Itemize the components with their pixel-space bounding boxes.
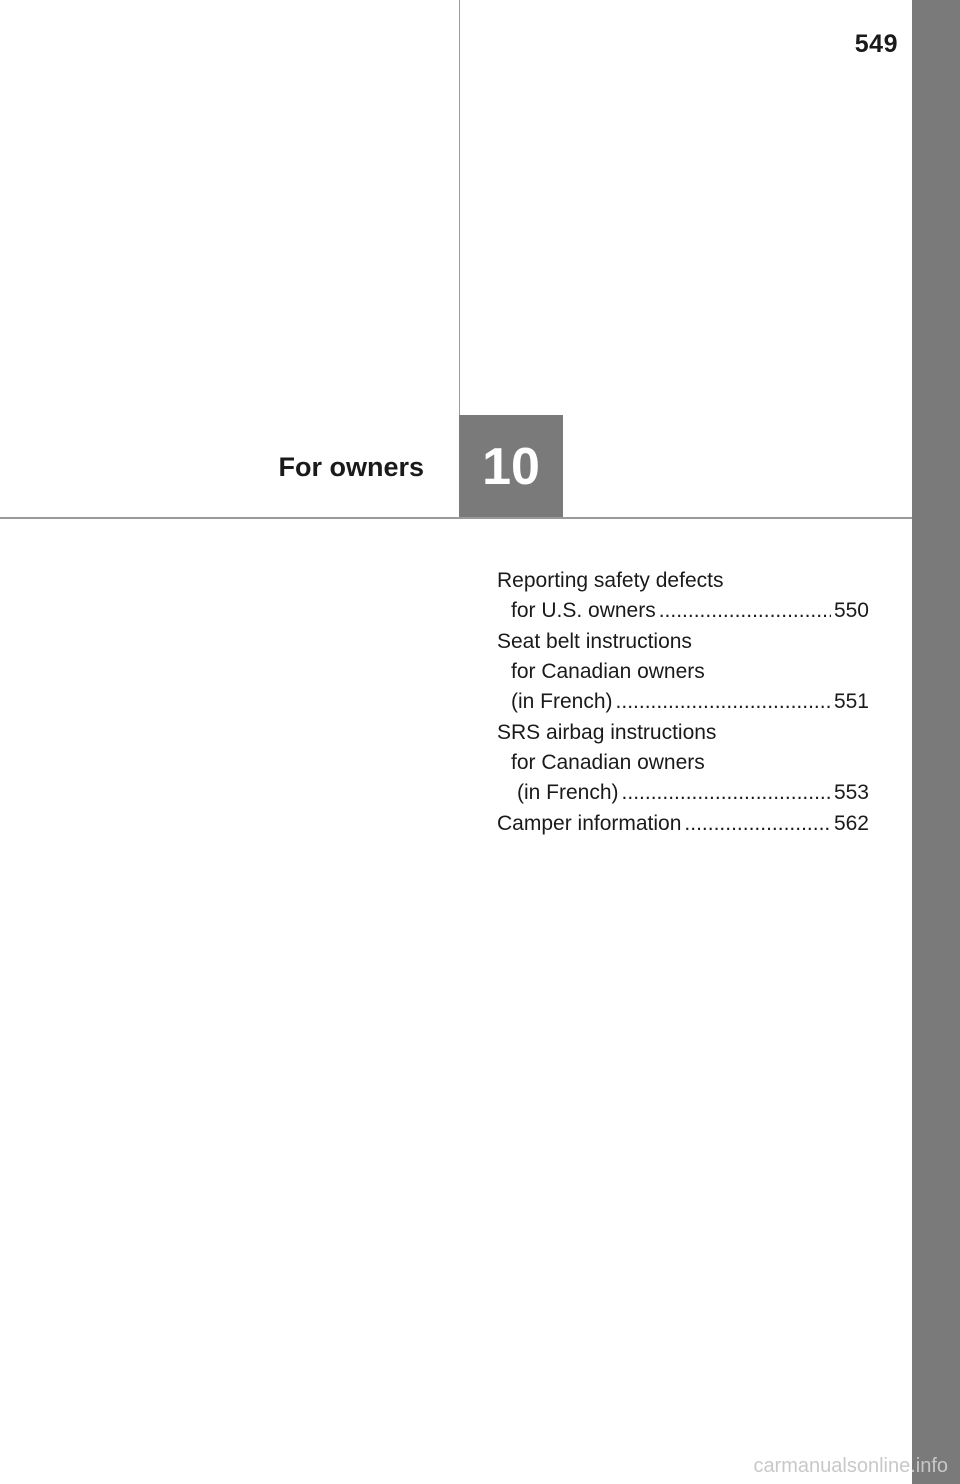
toc-entry-last-line [497,809,869,839]
toc-entry-last-line [497,596,869,626]
toc-page-number: 551 [833,690,869,713]
toc-page-number: 553 [833,781,869,804]
toc-page-number: 562 [833,812,869,835]
chapter-side-tab [912,0,960,1484]
toc-entry-reporting-safety-defects[interactable] [497,566,869,626]
section-title: For owners [278,452,424,482]
toc-dot-leader [659,596,831,626]
table-of-contents [497,566,869,840]
toc-entry-subtitle: for Canadian owners [511,660,705,683]
toc-entry-srs-airbag-instructions[interactable] [497,718,869,808]
toc-entry-subtitle: for Canadian owners [511,751,705,774]
toc-entry-title: Seat belt instructions [497,630,692,653]
chapter-number-box [459,415,563,518]
chapter-number: 10 [482,437,540,496]
toc-entry-title: Reporting safety defects [497,569,724,592]
toc-dot-leader [684,809,831,839]
toc-entry-camper-information[interactable] [497,809,869,839]
toc-entry-last-line [497,687,869,717]
toc-dot-leader [616,687,831,717]
toc-entry-last-line [497,778,869,808]
toc-entry-text: for U.S. owners [511,599,656,622]
page-number: 549 [854,30,898,58]
vertical-divider [459,0,460,415]
toc-entry-title: SRS airbag instructions [497,721,717,744]
header-divider [0,517,912,519]
toc-page-number: 550 [833,599,869,622]
toc-entry-seat-belt-instructions[interactable] [497,627,869,717]
watermark: carmanualsonline.info [753,1455,948,1477]
toc-entry-text: (in French) [511,690,613,713]
toc-entry-text: (in French) [517,781,619,804]
toc-dot-leader [622,778,831,808]
toc-entry-text: Camper information [497,812,682,835]
